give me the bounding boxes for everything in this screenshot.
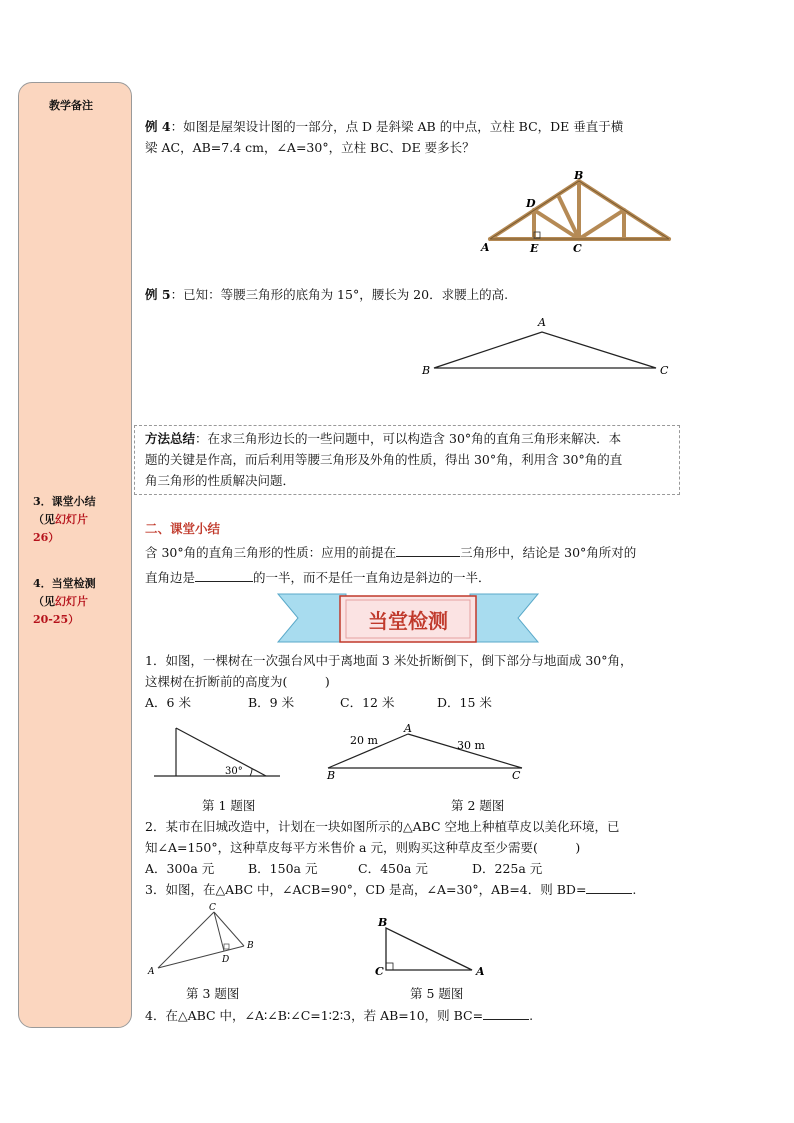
q3-label-D: D — [222, 955, 230, 965]
fig5-label-B: B — [422, 364, 431, 377]
section2-text1b: 三角形中，结论是 30°角所对的 — [460, 545, 637, 560]
ex5-text: ：已知：等腰三角形的底角为 15°，腰长为 20．求腰上的高. — [170, 287, 509, 302]
note3-ref — [33, 511, 96, 529]
q2-option-d: D．225a 元 — [472, 861, 543, 876]
q2-line2: 知∠A=150°，这种草皮每平方米售价 a 元，则购买这种草皮至少需要( ) — [145, 840, 581, 855]
banner-text: 当堂检测 — [368, 609, 448, 633]
q2-label-A: A — [404, 722, 412, 735]
ex4-line1 — [145, 117, 623, 137]
q3-label-B: B — [247, 941, 254, 951]
q3-caption: 第 3 题图 — [186, 986, 240, 1001]
q4-text: 4．在△ABC 中，∠A∶∠B∶∠C=1∶2∶3，若 AB=10，则 BC= — [145, 1008, 484, 1023]
q3-text: 3．如图，在△ABC 中，∠ACB=90°，CD 是高，∠A=30°，AB=4．则 BD= — [145, 882, 587, 897]
q1-option-a: A．6 米 — [145, 695, 191, 710]
q1-line1: 1．如图，一棵树在一次强台风中于离地面 3 米处折断倒下，倒下部分与地面成 30°角， — [145, 653, 633, 668]
q3-triangle-figure — [146, 902, 266, 978]
note4-tail: 20-25） — [33, 613, 80, 626]
note4-heading: 4．当堂检测 — [33, 577, 96, 590]
q2-right-length: 30 m — [457, 739, 485, 752]
method-line2: 题的关键是作高，而后利用等腰三角形及外角的性质，得出 30°角，利用含 30°角的直 — [145, 452, 623, 467]
fig4-label-C: C — [573, 242, 582, 255]
q2-left-length: 20 m — [350, 734, 378, 747]
note3-heading: 3．课堂小结 — [33, 495, 96, 508]
teaching-notes-sidebar — [18, 82, 132, 1028]
q3-label-A: A — [148, 967, 155, 977]
q3-blank[interactable] — [586, 881, 632, 894]
q2-label-B: B — [327, 769, 336, 782]
q5-label-B: B — [378, 916, 388, 929]
note-class-test — [33, 575, 96, 629]
section2-heading: 二、课堂小结 — [145, 521, 221, 536]
ex4-label: 例 4 — [145, 119, 171, 134]
fig5-label-A: A — [538, 316, 546, 329]
ex4-line2: 梁 AC，AB=7.4 cm，∠A=30°，立柱 BC、DE 要多长？ — [145, 140, 475, 155]
method-line3: 角三角形的性质解决问题． — [145, 473, 296, 488]
q5-right-triangle-figure — [372, 912, 492, 980]
q5-label-C: C — [375, 965, 384, 978]
q2-option-b: B．150a 元 — [248, 861, 318, 876]
blank-1[interactable] — [396, 544, 460, 557]
q2-line1: 2．某市在旧城改造中，计划在一块如图所示的△ABC 空地上种植草皮以美化环境，已 — [145, 819, 620, 834]
q1-option-d: D．15 米 — [437, 695, 492, 710]
blank-2[interactable] — [195, 569, 253, 582]
fig4-label-A: A — [481, 241, 490, 254]
ex4-text1: ：如图是屋架设计图的一部分，点 D 是斜梁 AB 的中点，立柱 BC，DE 垂直于横 — [170, 119, 624, 134]
q2-option-c: C．450a 元 — [358, 861, 428, 876]
q3-label-C: C — [209, 903, 216, 913]
q2-caption: 第 2 题图 — [451, 798, 505, 813]
section2-text2a: 直角边是 — [145, 570, 196, 585]
q1-option-b: B．9 米 — [248, 695, 295, 710]
q4-blank[interactable] — [483, 1007, 529, 1020]
ex5-label: 例 5 — [145, 287, 171, 302]
q5-caption: 第 5 题图 — [410, 986, 464, 1001]
method-text1: ：在求三角形边长的一些问题中，可以构造含 30°角的直角三角形来解决．本 — [195, 431, 622, 446]
note4-open: （见 — [33, 595, 55, 608]
section2-text2b: 的一半，而不是任一直角边是斜边的一半． — [253, 570, 491, 585]
q4-line: 4．在△ABC 中，∠A∶∠B∶∠C=1∶2∶3，若 AB=10，则 BC= . — [145, 1008, 534, 1023]
ex5-line — [145, 285, 508, 305]
q1-caption: 第 1 题图 — [202, 798, 256, 813]
note3-slide: 幻灯片 — [55, 513, 88, 526]
sidebar-title: 教学备注 — [49, 99, 93, 112]
section2-line1 — [145, 543, 636, 563]
q2-triangle-figure — [322, 722, 532, 782]
fig4-label-B: B — [574, 169, 584, 182]
note4-slide: 幻灯片 — [55, 595, 88, 608]
note3-open: （见 — [33, 513, 55, 526]
q2-label-C: C — [512, 769, 521, 782]
q5-label-A: A — [476, 965, 485, 978]
q1-line2: 这棵树在折断前的高度为( ) — [145, 674, 330, 689]
class-test-banner — [276, 588, 540, 648]
q3-line: 3．如图，在△ABC 中，∠ACB=90°，CD 是高，∠A=30°，AB=4．则 BD= . — [145, 882, 637, 897]
note3-tail: 26） — [33, 531, 60, 544]
note4-ref — [33, 593, 96, 611]
q1-tree-figure — [150, 722, 285, 782]
fig4-label-E: E — [530, 242, 539, 255]
section2-line2 — [145, 568, 491, 588]
method-line1 — [145, 429, 621, 449]
q1-angle-label: 30° — [225, 766, 243, 777]
method-label: 方法总结 — [145, 431, 196, 446]
fig5-label-C: C — [660, 364, 669, 377]
isosceles-triangle-figure — [418, 312, 676, 380]
note-class-summary — [33, 493, 96, 547]
q2-option-a: A．300a 元 — [145, 861, 215, 876]
q1-option-c: C．12 米 — [340, 695, 395, 710]
fig4-label-D: D — [526, 197, 536, 210]
roof-truss-figure — [480, 168, 680, 258]
section2-text1a: 含 30°角的直角三角形的性质：应用的前提在 — [145, 545, 397, 560]
